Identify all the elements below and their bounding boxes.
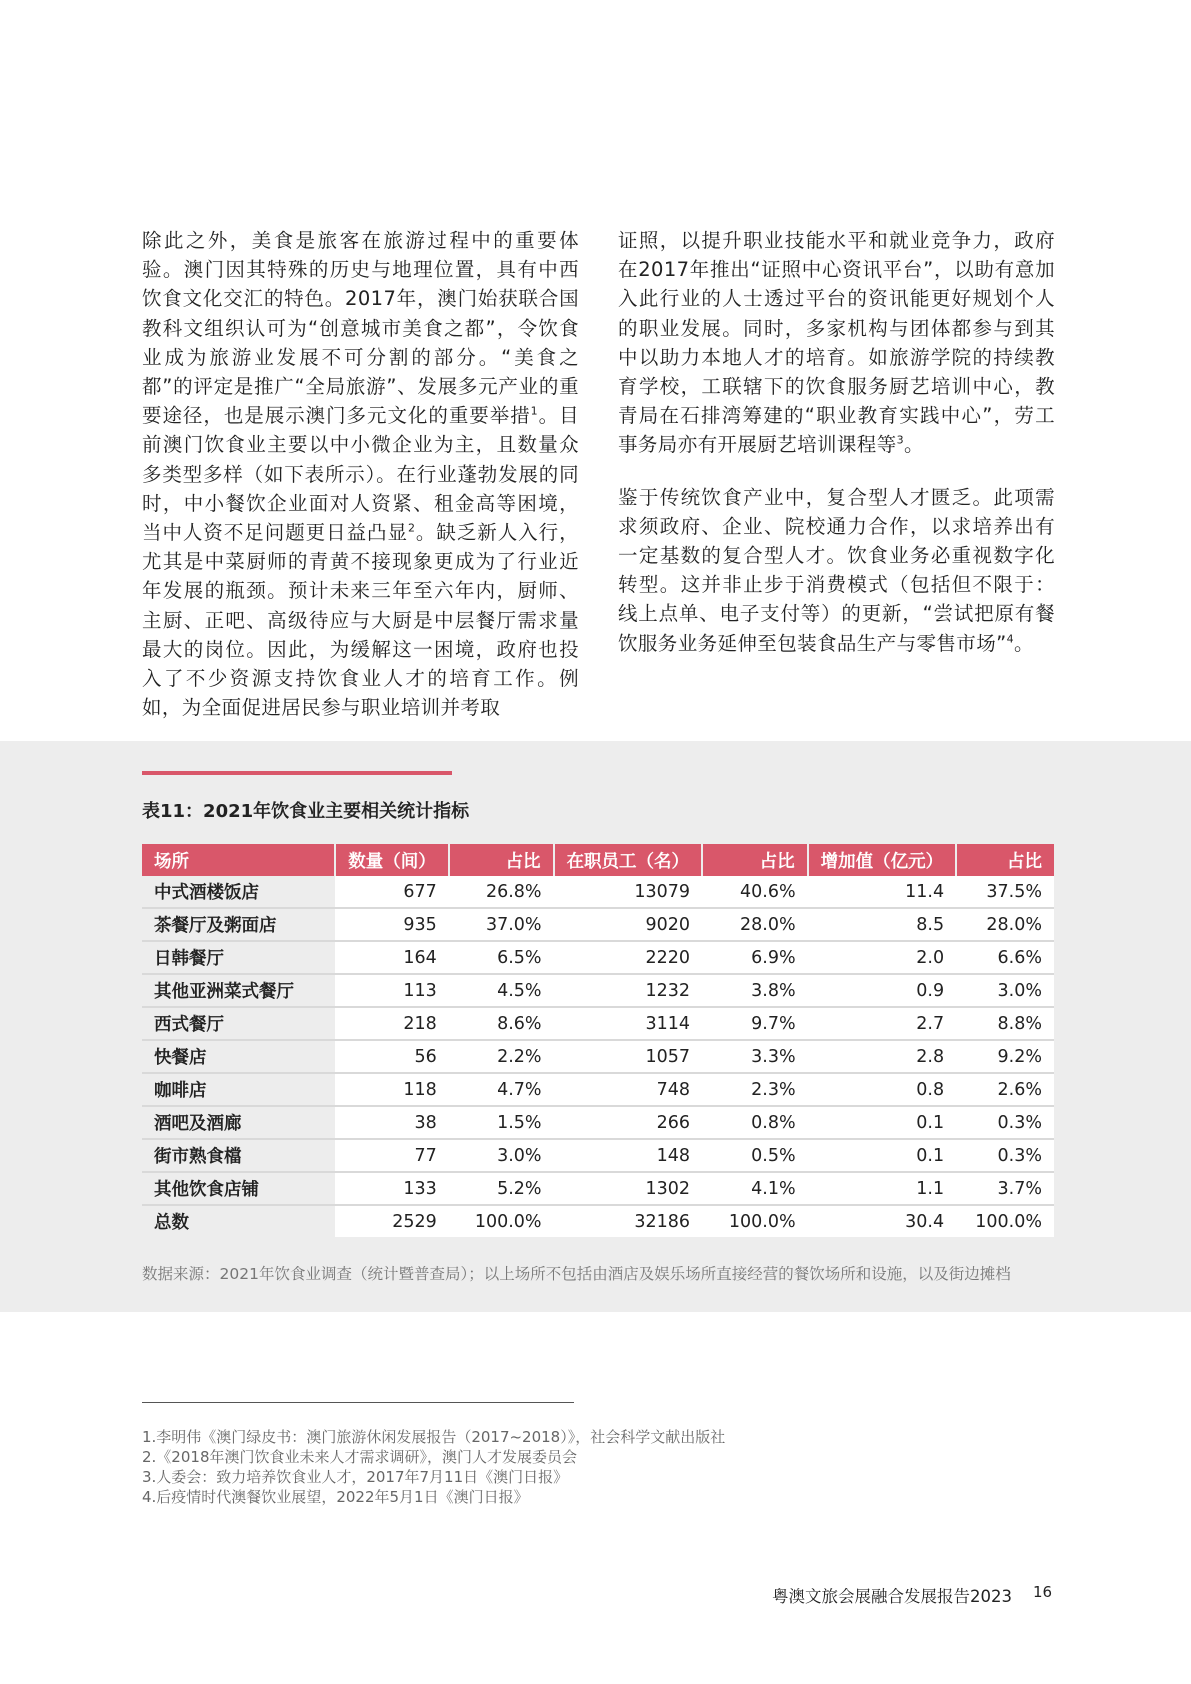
table-cell: 6.5% bbox=[449, 941, 554, 974]
table-row bbox=[142, 1172, 1054, 1205]
table-row bbox=[142, 1073, 1054, 1106]
footnote-ref-2[interactable]: 2 bbox=[407, 521, 416, 535]
row-label: 酒吧及酒廊 bbox=[142, 1106, 335, 1139]
footnote: 1.李明伟《澳门绿皮书：澳门旅游休闲发展报告（2017~2018）》，社会科学文献出版社 bbox=[142, 1428, 726, 1446]
table-cell: 0.8% bbox=[702, 1106, 808, 1139]
table-cell: 0.5% bbox=[702, 1139, 808, 1172]
table-cell: 100.0% bbox=[956, 1205, 1054, 1237]
table-row bbox=[142, 876, 1054, 908]
table-cell: 113 bbox=[335, 974, 449, 1007]
column-header: 占比 bbox=[702, 844, 808, 876]
table-cell: 77 bbox=[335, 1139, 449, 1172]
table-cell: 4.7% bbox=[449, 1073, 554, 1106]
table-cell: 3.3% bbox=[702, 1040, 808, 1073]
body-text-left-column bbox=[142, 226, 579, 722]
column-header: 数量（间） bbox=[335, 844, 449, 876]
table-cell: 8.6% bbox=[449, 1007, 554, 1040]
table-cell: 6.9% bbox=[702, 941, 808, 974]
column-header: 场所 bbox=[142, 844, 335, 876]
table-row bbox=[142, 1139, 1054, 1172]
row-label: 日韩餐厅 bbox=[142, 941, 335, 974]
page-number: 16 bbox=[1033, 1583, 1053, 1601]
paragraph: 除此之外，美食是旅客在旅游过程中的重要体验。澳门因其特殊的历史与地理位置，具有中西饮食文化交汇的特色。2017年，澳门始获联合国教科文组织认可为“创意城市美食之都”，令饮食业成为旅游业发展不可分割的部分。“美食之都”的评定是推广“全局旅游”、发展多元产业的重要途径，也是展示澳门多元文化的重要举措$^1$。目前澳门饮食业主要以中小微企业为主，且数量众多类型多样（如下表所示）。在行业蓬勃发展的同时，中小餐饮企业面对人资紧、租金高等困境，当中人资不足问题更日益凸显$^2$。缺乏新人入行，尤其是中菜厨师的青黄不接现象更成为了行业近年发展的瓶颈。预计未来三年至六年内，厨师、主厨、正吧、高级待应与大厨是中层餐厅需求量最大的岗位。因此，为缓解这一困境，政府也投入了不少资源支持饮食业人才的培育工作。例如，为全面促进居民参与职业培训并考取 bbox=[142, 229, 579, 720]
table-cell: 148 bbox=[554, 1139, 703, 1172]
table-cell: 218 bbox=[335, 1007, 449, 1040]
table-cell: 1057 bbox=[554, 1040, 703, 1073]
table-row bbox=[142, 1205, 1054, 1237]
table-cell: 1.5% bbox=[449, 1106, 554, 1139]
table-cell: 5.2% bbox=[449, 1172, 554, 1205]
table-cell: 748 bbox=[554, 1073, 703, 1106]
footnote: 4.后疫情时代澳餐饮业展望，2022年5月1日《澳门日报》 bbox=[142, 1488, 529, 1506]
table-cell: 100.0% bbox=[702, 1205, 808, 1237]
table-cell: 8.5 bbox=[808, 908, 957, 941]
footnote: 2.《2018年澳门饮食业未来人才需求调研》，澳门人才发展委员会 bbox=[142, 1448, 577, 1466]
table-cell: 2.8 bbox=[808, 1040, 957, 1073]
table-cell: 13079 bbox=[554, 876, 703, 908]
row-label: 中式酒楼饭店 bbox=[142, 876, 335, 908]
table-cell: 2.0 bbox=[808, 941, 957, 974]
row-label: 茶餐厅及粥面店 bbox=[142, 908, 335, 941]
table-cell: 1232 bbox=[554, 974, 703, 1007]
row-label: 其他饮食店铺 bbox=[142, 1172, 335, 1205]
footnote: 3.人委会：致力培养饮食业人才，2017年7月11日《澳门日报》 bbox=[142, 1468, 569, 1486]
table-cell: 37.5% bbox=[956, 876, 1054, 908]
table-cell: 266 bbox=[554, 1106, 703, 1139]
table-cell: 26.8% bbox=[449, 876, 554, 908]
table-cell: 38 bbox=[335, 1106, 449, 1139]
table-cell: 4.1% bbox=[702, 1172, 808, 1205]
table-cell: 56 bbox=[335, 1040, 449, 1073]
footnote-divider bbox=[142, 1402, 574, 1403]
table-cell: 40.6% bbox=[702, 876, 808, 908]
table-cell: 133 bbox=[335, 1172, 449, 1205]
table-cell: 2.2% bbox=[449, 1040, 554, 1073]
column-header: 在职员工（名） bbox=[554, 844, 703, 876]
report-title-footer: 粤澳文旅会展融合发展报告2023 bbox=[772, 1587, 1012, 1606]
table-cell: 0.1 bbox=[808, 1139, 957, 1172]
table-cell: 2529 bbox=[335, 1205, 449, 1237]
table-cell: 677 bbox=[335, 876, 449, 908]
table-cell: 28.0% bbox=[956, 908, 1054, 941]
table-cell: 3114 bbox=[554, 1007, 703, 1040]
table-cell: 2.7 bbox=[808, 1007, 957, 1040]
table-cell: 118 bbox=[335, 1073, 449, 1106]
table-row bbox=[142, 1040, 1054, 1073]
row-label: 快餐店 bbox=[142, 1040, 335, 1073]
table-cell: 2220 bbox=[554, 941, 703, 974]
row-label: 街市熟食檔 bbox=[142, 1139, 335, 1172]
table-cell: 0.3% bbox=[956, 1139, 1054, 1172]
table-cell: 9.7% bbox=[702, 1007, 808, 1040]
table-cell: 30.4 bbox=[808, 1205, 957, 1237]
row-label: 西式餐厅 bbox=[142, 1007, 335, 1040]
table-cell: 0.8 bbox=[808, 1073, 957, 1106]
table-cell: 2.6% bbox=[956, 1073, 1054, 1106]
table-row bbox=[142, 974, 1054, 1007]
table-cell: 11.4 bbox=[808, 876, 957, 908]
table-cell: 8.8% bbox=[956, 1007, 1054, 1040]
row-label: 咖啡店 bbox=[142, 1073, 335, 1106]
table-cell: 0.3% bbox=[956, 1106, 1054, 1139]
footnote-ref-3[interactable]: 3 bbox=[896, 433, 905, 447]
table-row bbox=[142, 1007, 1054, 1040]
table-cell: 9020 bbox=[554, 908, 703, 941]
paragraph: 证照，以提升职业技能水平和就业竞争力，政府在2017年推出“证照中心资讯平台”，以助有意加入此行业的人士透过平台的资讯能更好规划个人的职业发展。同时，多家机构与团体都参与到其中以助力本地人才的培育。如旅游学院的持续教育学校，工联辖下的饮食服务厨艺培训中心，教青局在石排湾筹建的“职业教育实践中心”，劳工事务局亦有开展厨艺培训课程等$^3$。 bbox=[618, 229, 1055, 457]
column-header: 占比 bbox=[449, 844, 554, 876]
column-header: 增加值（亿元） bbox=[808, 844, 957, 876]
footnote-ref-1[interactable]: 1 bbox=[530, 404, 539, 418]
table-cell: 32186 bbox=[554, 1205, 703, 1237]
table-caption: 表11：2021年饮食业主要相关统计指标 bbox=[142, 801, 470, 822]
table-cell: 935 bbox=[335, 908, 449, 941]
statistics-table bbox=[142, 844, 1054, 1237]
paragraph: 鉴于传统饮食产业中，复合型人才匮乏。此项需求须政府、企业、院校通力合作，以求培养出有一定基数的复合型人才。饮食业务必重视数字化转型。这并非止步于消费模式（包括但不限于：线上点单、电子支付等）的更新，“尝试把原有餐饮服务业务延伸至包装食品生产与零售市场”$^4$。 bbox=[618, 485, 1055, 655]
column-header: 占比 bbox=[956, 844, 1054, 876]
data-source-note: 数据来源：2021年饮食业调查（统计暨普查局）；以上场所不包括由酒店及娱乐场所直接经营的餐饮场所和设施，以及街边摊档 bbox=[142, 1265, 1011, 1283]
body-text-right-column bbox=[618, 226, 1055, 658]
table-cell: 3.7% bbox=[956, 1172, 1054, 1205]
table-cell: 0.1 bbox=[808, 1106, 957, 1139]
table-cell: 3.0% bbox=[449, 1139, 554, 1172]
accent-rule bbox=[142, 771, 452, 775]
row-label: 总数 bbox=[142, 1205, 335, 1237]
table-header-row bbox=[142, 844, 1054, 876]
table-cell: 4.5% bbox=[449, 974, 554, 1007]
table-cell: 3.8% bbox=[702, 974, 808, 1007]
table-cell: 0.9 bbox=[808, 974, 957, 1007]
table-cell: 1.1 bbox=[808, 1172, 957, 1205]
table-row bbox=[142, 941, 1054, 974]
table-cell: 2.3% bbox=[702, 1073, 808, 1106]
table-cell: 37.0% bbox=[449, 908, 554, 941]
table-cell: 9.2% bbox=[956, 1040, 1054, 1073]
table-cell: 164 bbox=[335, 941, 449, 974]
footnotes bbox=[142, 1427, 725, 1507]
footnote-ref-4[interactable]: 4 bbox=[1006, 632, 1015, 646]
table-cell: 1302 bbox=[554, 1172, 703, 1205]
table-row bbox=[142, 908, 1054, 941]
table-cell: 28.0% bbox=[702, 908, 808, 941]
row-label: 其他亚洲菜式餐厅 bbox=[142, 974, 335, 1007]
table-row bbox=[142, 1106, 1054, 1139]
table-cell: 3.0% bbox=[956, 974, 1054, 1007]
table-cell: 100.0% bbox=[449, 1205, 554, 1237]
table-cell: 6.6% bbox=[956, 941, 1054, 974]
